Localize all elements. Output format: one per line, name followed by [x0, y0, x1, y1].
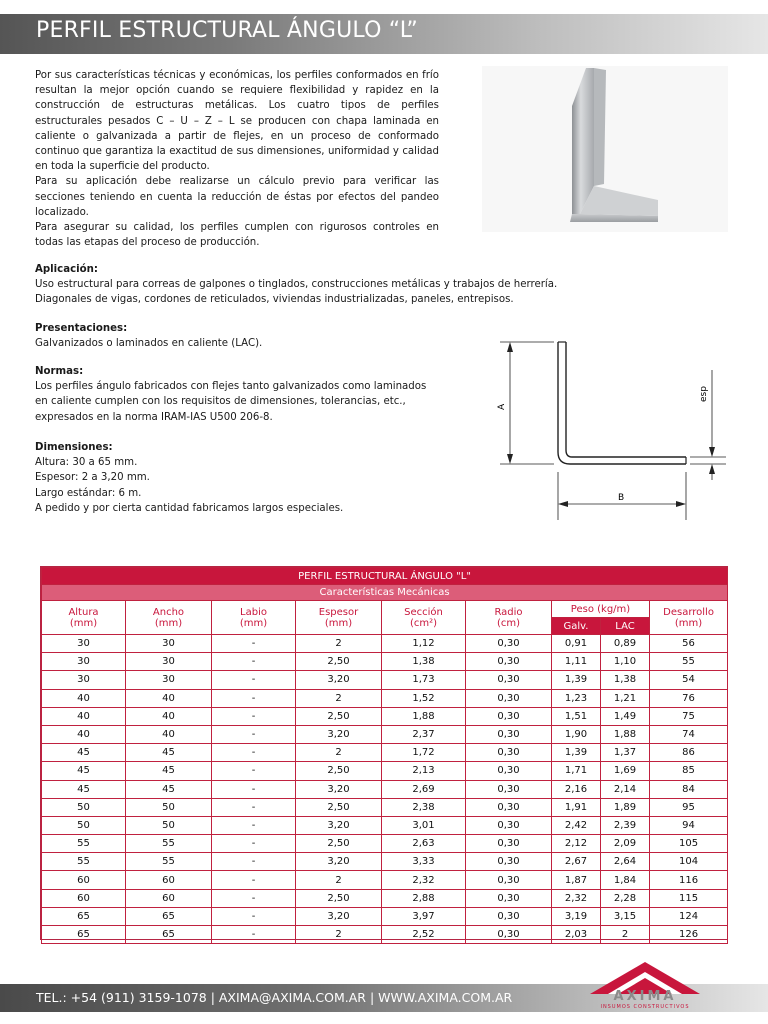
- table-cell: 2,09: [601, 835, 650, 853]
- table-cell: 30: [42, 635, 126, 653]
- table-cell: 0,30: [466, 871, 552, 889]
- table-cell: -: [212, 653, 296, 671]
- col-desarrollo: Desarrollo (mm): [650, 601, 728, 635]
- table-row: [42, 907, 728, 925]
- table-cell: 2,67: [552, 853, 601, 871]
- table-cell: 2,37: [382, 725, 466, 743]
- table-cell: 2,50: [296, 835, 382, 853]
- table-cell: -: [212, 744, 296, 762]
- logo-tagline: INSUMOS CONSTRUCTIVOS: [600, 1004, 690, 1010]
- table-cell: 85: [650, 762, 728, 780]
- table-cell: 116: [650, 871, 728, 889]
- section-line: en caliente cumplen con los requisitos de dimensiones, tolerancias, etc.,: [35, 396, 406, 408]
- table-cell: -: [212, 707, 296, 725]
- table-cell: 0,30: [466, 653, 552, 671]
- section-line: A pedido y por cierta cantidad fabricamos largos especiales.: [35, 502, 344, 514]
- table-cell: 1,73: [382, 671, 466, 689]
- col-lac: LAC: [601, 618, 650, 635]
- table-row: [42, 871, 728, 889]
- table-cell: 0,30: [466, 889, 552, 907]
- table-cell: 1,90: [552, 725, 601, 743]
- table-cell: 2,63: [382, 835, 466, 853]
- table-cell: 1,88: [601, 725, 650, 743]
- table-cell: 1,84: [601, 871, 650, 889]
- table-cell: 50: [126, 816, 212, 834]
- intro-text: [35, 68, 439, 250]
- table-cell: 75: [650, 707, 728, 725]
- col-espesor: Espesor (mm): [296, 601, 382, 635]
- dimensiones-section: [35, 440, 343, 516]
- table-cell: 1,88: [382, 707, 466, 725]
- dimension-b-label: B: [618, 493, 625, 503]
- table-cell: 55: [42, 853, 126, 871]
- intro-paragraph: Para su aplicación debe realizarse un cálculo previo para verificar las secciones teniendo en cuenta la reducción de éstas por efectos del pandeo localizado.: [35, 176, 439, 218]
- table-cell: 2,39: [601, 816, 650, 834]
- table-cell: -: [212, 762, 296, 780]
- table-cell: 1,87: [552, 871, 601, 889]
- table-cell: 3,20: [296, 725, 382, 743]
- table-row: [42, 671, 728, 689]
- table-cell: 0,30: [466, 762, 552, 780]
- table-cell: 45: [42, 780, 126, 798]
- table-cell: 50: [126, 798, 212, 816]
- col-peso: Peso (kg/m): [552, 601, 650, 618]
- profile-photo: [482, 66, 728, 232]
- table-cell: -: [212, 725, 296, 743]
- table-cell: 2,64: [601, 853, 650, 871]
- section-heading: Normas:: [35, 366, 84, 377]
- table-cell: 76: [650, 689, 728, 707]
- table-row: [42, 835, 728, 853]
- table-cell: 40: [126, 725, 212, 743]
- table-cell: 1,89: [601, 798, 650, 816]
- table-cell: 94: [650, 816, 728, 834]
- table-cell: 0,91: [552, 635, 601, 653]
- table-cell: 86: [650, 744, 728, 762]
- table-cell: 30: [126, 653, 212, 671]
- table-cell: -: [212, 798, 296, 816]
- table-row: [42, 762, 728, 780]
- table-cell: 124: [650, 907, 728, 925]
- table-cell: 105: [650, 835, 728, 853]
- table-cell: 2,52: [382, 926, 466, 944]
- table-cell: 126: [650, 926, 728, 944]
- section-line: Altura: 30 a 65 mm.: [35, 457, 138, 469]
- table-cell: 2,50: [296, 798, 382, 816]
- table-cell: 0,30: [466, 671, 552, 689]
- table-cell: 60: [126, 889, 212, 907]
- table-cell: 55: [126, 853, 212, 871]
- table-cell: 0,30: [466, 725, 552, 743]
- table-cell: -: [212, 853, 296, 871]
- intro-paragraph: Por sus características técnicas y económicas, los perfiles conformados en frío resultan la mejor opción cuando se requiere flexibilidad y rapidez en la construcción de estructuras metálicas. Los cuatro tipos de perfiles estructurales pesados C – U – Z – L se producen con chapa laminada en caliente o galvanizada a partir de flejes, en un proceso de conformado continuo que garantiza la exactitud de sus dimensiones, uniformidad y calidad en toda la superficie del producto.: [35, 70, 439, 173]
- table-cell: 1,69: [601, 762, 650, 780]
- table-row: [42, 780, 728, 798]
- intro-paragraph: Para asegurar su calidad, los perfiles cumplen con rigurosos controles en todas las etapas del proceso de producción.: [35, 222, 439, 249]
- table-cell: 1,21: [601, 689, 650, 707]
- table-cell: 1,23: [552, 689, 601, 707]
- table-cell: 0,30: [466, 926, 552, 944]
- table-cell: 30: [126, 635, 212, 653]
- table-cell: 0,30: [466, 635, 552, 653]
- table-row: [42, 725, 728, 743]
- table-cell: 0,30: [466, 707, 552, 725]
- table-cell: 1,11: [552, 653, 601, 671]
- table-cell: 2,28: [601, 889, 650, 907]
- table-cell: 3,20: [296, 816, 382, 834]
- table-cell: 1,12: [382, 635, 466, 653]
- table-cell: 65: [126, 926, 212, 944]
- section-line: Galvanizados o laminados en caliente (LAC).: [35, 338, 263, 350]
- table-cell: 40: [126, 689, 212, 707]
- table-cell: 56: [650, 635, 728, 653]
- table-cell: 3,19: [552, 907, 601, 925]
- table-row: [42, 635, 728, 653]
- table-cell: 0,30: [466, 780, 552, 798]
- table-row: [42, 744, 728, 762]
- table-cell: -: [212, 780, 296, 798]
- section-line: Diagonales de vigas, cordones de reticulados, viviendas industrializadas, paneles, entrepisos.: [35, 294, 514, 306]
- table-cell: 0,30: [466, 835, 552, 853]
- section-heading: Dimensiones:: [35, 442, 113, 453]
- section-line: expresados en la norma IRAM-IAS U500 206-8.: [35, 411, 273, 423]
- table-cell: 1,71: [552, 762, 601, 780]
- table-cell: 104: [650, 853, 728, 871]
- table-cell: 3,33: [382, 853, 466, 871]
- table-cell: 65: [126, 907, 212, 925]
- table-cell: 40: [42, 725, 126, 743]
- table-cell: 3,20: [296, 671, 382, 689]
- table-cell: 0,30: [466, 744, 552, 762]
- table-cell: 3,01: [382, 816, 466, 834]
- table-cell: 1,51: [552, 707, 601, 725]
- col-radio: Radio (cm): [466, 601, 552, 635]
- table-cell: 55: [126, 835, 212, 853]
- table-cell: 55: [42, 835, 126, 853]
- table-cell: 1,72: [382, 744, 466, 762]
- table-cell: 2,14: [601, 780, 650, 798]
- table-cell: 54: [650, 671, 728, 689]
- logo-brand: AXIMA: [613, 989, 677, 1004]
- table-cell: -: [212, 926, 296, 944]
- table-cell: 2,50: [296, 889, 382, 907]
- table-cell: 2,12: [552, 835, 601, 853]
- table-cell: 65: [42, 926, 126, 944]
- table-cell: 2,88: [382, 889, 466, 907]
- table-cell: 2,50: [296, 653, 382, 671]
- table-cell: 50: [42, 798, 126, 816]
- dimension-esp-label: esp: [699, 386, 709, 402]
- section-line: Largo estándar: 6 m.: [35, 487, 142, 499]
- page-title: PERFIL ESTRUCTURAL ÁNGULO “L”: [36, 18, 418, 43]
- table-cell: 50: [42, 816, 126, 834]
- table-cell: -: [212, 689, 296, 707]
- section-line: Los perfiles ángulo fabricados con flejes tanto galvanizados como laminados: [35, 381, 427, 393]
- table-cell: 2: [601, 926, 650, 944]
- table-cell: 2,16: [552, 780, 601, 798]
- table-cell: 3,15: [601, 907, 650, 925]
- table-cell: 45: [126, 744, 212, 762]
- footer-contact: TEL.: +54 (911) 3159-1078 | AXIMA@AXIMA.COM.AR | WWW.AXIMA.COM.AR: [36, 990, 513, 1005]
- col-altura: Altura (mm): [42, 601, 126, 635]
- axima-logo: [560, 960, 730, 1010]
- table-cell: 2,03: [552, 926, 601, 944]
- table-cell: 0,30: [466, 853, 552, 871]
- table-cell: 2: [296, 744, 382, 762]
- section-heading: Presentaciones:: [35, 323, 128, 334]
- table-cell: 3,20: [296, 907, 382, 925]
- table-row: [42, 653, 728, 671]
- table-cell: 2,50: [296, 762, 382, 780]
- table-cell: 60: [42, 871, 126, 889]
- table-cell: 1,39: [552, 671, 601, 689]
- col-seccion: Sección (cm²): [382, 601, 466, 635]
- table-cell: 2: [296, 926, 382, 944]
- table-row: [42, 889, 728, 907]
- table-cell: 0,30: [466, 907, 552, 925]
- dimension-a-label: A: [497, 403, 507, 410]
- table-cell: 0,89: [601, 635, 650, 653]
- table-cell: 0,30: [466, 798, 552, 816]
- table-cell: 40: [42, 689, 126, 707]
- table-cell: 2: [296, 635, 382, 653]
- table-cell: 45: [126, 780, 212, 798]
- col-labio: Labio (mm): [212, 601, 296, 635]
- table-cell: 1,10: [601, 653, 650, 671]
- col-ancho: Ancho (mm): [126, 601, 212, 635]
- section-line: Uso estructural para correas de galpones o tinglados, construcciones metálicas y trabajos de herrería.: [35, 279, 558, 291]
- presentaciones-section: [35, 321, 262, 351]
- table-cell: 40: [126, 707, 212, 725]
- table-cell: 2,32: [552, 889, 601, 907]
- aplicacion-section: [35, 262, 557, 308]
- angle-diagram: [490, 330, 730, 520]
- table-cell: -: [212, 835, 296, 853]
- table-row: [42, 853, 728, 871]
- table-cell: -: [212, 635, 296, 653]
- table-title: PERFIL ESTRUCTURAL ÁNGULO "L": [42, 568, 728, 585]
- table-cell: 40: [42, 707, 126, 725]
- table-cell: 0,30: [466, 816, 552, 834]
- table-row: [42, 798, 728, 816]
- section-heading: Aplicación:: [35, 264, 98, 275]
- table-cell: 2,32: [382, 871, 466, 889]
- table-cell: 1,38: [382, 653, 466, 671]
- table-cell: 30: [126, 671, 212, 689]
- table-cell: 1,39: [552, 744, 601, 762]
- table-cell: 30: [42, 653, 126, 671]
- table-cell: 30: [42, 671, 126, 689]
- table-cell: 1,49: [601, 707, 650, 725]
- table-cell: 115: [650, 889, 728, 907]
- table-cell: 2: [296, 871, 382, 889]
- normas-section: [35, 364, 439, 425]
- table-cell: 1,52: [382, 689, 466, 707]
- table-row: [42, 689, 728, 707]
- table-cell: -: [212, 816, 296, 834]
- table-cell: 2,42: [552, 816, 601, 834]
- section-line: Espesor: 2 a 3,20 mm.: [35, 472, 150, 484]
- table-row: [42, 926, 728, 944]
- table-cell: 45: [42, 744, 126, 762]
- table-subtitle: Características Mecánicas: [42, 585, 728, 601]
- table-cell: 95: [650, 798, 728, 816]
- table-cell: 74: [650, 725, 728, 743]
- table-cell: 1,91: [552, 798, 601, 816]
- table-cell: -: [212, 671, 296, 689]
- table-cell: 2,38: [382, 798, 466, 816]
- table-cell: 2,50: [296, 707, 382, 725]
- table-cell: 0,30: [466, 689, 552, 707]
- table-cell: 1,38: [601, 671, 650, 689]
- table-cell: 45: [42, 762, 126, 780]
- table-cell: 3,97: [382, 907, 466, 925]
- col-galv: Galv.: [552, 618, 601, 635]
- table-cell: 3,20: [296, 780, 382, 798]
- table-cell: 45: [126, 762, 212, 780]
- table-cell: 2,69: [382, 780, 466, 798]
- table-row: [42, 816, 728, 834]
- table-cell: 84: [650, 780, 728, 798]
- table-cell: 1,37: [601, 744, 650, 762]
- specs-table: [40, 566, 728, 940]
- table-cell: -: [212, 871, 296, 889]
- table-cell: -: [212, 889, 296, 907]
- table-cell: 65: [42, 907, 126, 925]
- table-cell: 60: [126, 871, 212, 889]
- table-cell: 3,20: [296, 853, 382, 871]
- table-row: [42, 707, 728, 725]
- table-cell: -: [212, 907, 296, 925]
- table-cell: 55: [650, 653, 728, 671]
- table-cell: 2,13: [382, 762, 466, 780]
- table-cell: 2: [296, 689, 382, 707]
- table-cell: 60: [42, 889, 126, 907]
